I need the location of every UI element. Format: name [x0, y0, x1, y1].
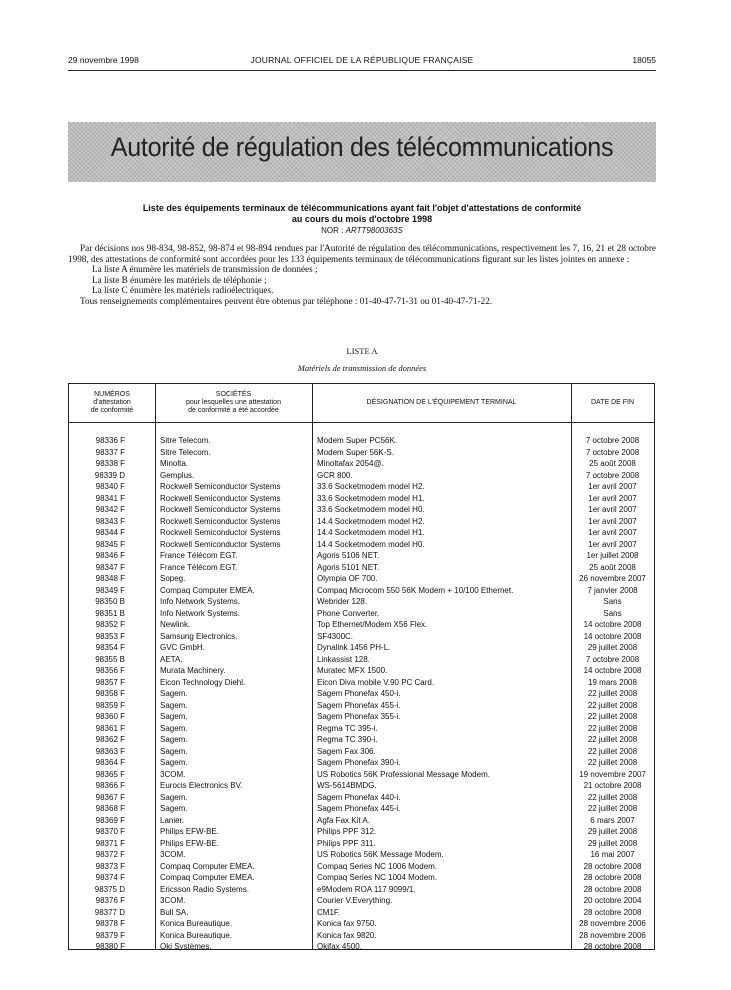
company-name: 3COM.: [160, 850, 186, 859]
list-a-description: La liste A énumère les matériels de transmission de données ;: [92, 264, 318, 274]
end-date: 22 juillet 2008: [587, 735, 638, 744]
equipment-designation: Philips PPF 312.: [317, 827, 377, 836]
equipment-designation: SF4300C.: [317, 631, 354, 641]
company-name: 3COM.: [160, 769, 186, 779]
equipment-designation: Phone Converter.: [317, 608, 380, 618]
attestation-number: 98351 B: [95, 608, 125, 618]
company-name: Sopeg.: [160, 574, 186, 583]
equipment-designation: Philips PPF 311.: [317, 838, 376, 848]
attestation-number: 98380 F: [95, 942, 125, 951]
company-name: Sagem.: [160, 712, 188, 721]
table-row: [69, 780, 654, 792]
attestation-number: 98371 F: [95, 838, 125, 848]
company-name: Rockwell Semiconductor Systems: [160, 539, 281, 549]
attestation-number: 98375 D: [94, 884, 125, 894]
attestation-number: 98369 F: [95, 815, 125, 825]
list-b-description: La liste B énumère les matériels de téléphonie ;: [92, 274, 267, 285]
table-row: [69, 803, 654, 815]
document-title-line-2: au cours du mois d'octobre 1998: [291, 214, 433, 224]
end-date: 22 juillet 2008: [587, 758, 638, 767]
equipment-designation: WS-5614BMDG.: [317, 781, 377, 790]
attestation-number: 98366 F: [95, 781, 125, 790]
company-name: Rockwell Semiconductor Systems: [160, 528, 281, 537]
equipment-designation: Sagem Phonefax 450-i.: [317, 689, 401, 698]
table-row: [69, 562, 654, 574]
equipment-designation: Regma TC 395-i.: [317, 723, 378, 733]
company-name: Sagem.: [160, 758, 188, 767]
table-row: [69, 516, 654, 528]
header-company-line-1: SOCIÉTÉS: [215, 391, 252, 398]
equipment-designation: Minoltafax 2054@.: [317, 459, 384, 468]
equipment-designation: Konica fax 9750.: [317, 919, 377, 928]
equipment-designation: Sagem Phonefax 390-i.: [317, 758, 401, 767]
end-date: 22 juillet 2008: [587, 689, 638, 698]
end-date: 29 juillet 2008: [587, 643, 638, 652]
attestation-number: 98364 F: [95, 758, 125, 767]
list-subtitle: Matériels de transmission de données: [297, 363, 427, 373]
banner-title: Autorité de régulation des télécommunications: [110, 132, 614, 162]
nor-label: NOR :: [321, 226, 344, 235]
table-row: [69, 930, 654, 942]
attestation-number: 98350 B: [95, 597, 125, 606]
end-date: 1er avril 2007: [588, 482, 637, 491]
table-row: [69, 470, 654, 482]
table-row: [69, 815, 654, 827]
table-row: [69, 665, 654, 677]
end-date: 29 juillet 2008: [587, 827, 638, 836]
equipment-designation: Sagem Fax 306.: [317, 746, 376, 756]
attestation-number: 98361 F: [95, 723, 125, 733]
end-date: 1er avril 2007: [588, 493, 637, 503]
end-date: 7 octobre 2008: [585, 447, 640, 457]
end-date: 25 août 2008: [589, 562, 636, 572]
company-name: Sagem.: [160, 735, 188, 744]
attestation-number: 98370 F: [95, 827, 125, 836]
table-row: [69, 769, 654, 781]
attestation-number: 98357 F: [95, 677, 125, 687]
end-date: 28 octobre 2008: [583, 907, 642, 917]
end-date: 16 mai 2007: [590, 850, 635, 859]
attestation-number: 98340 F: [95, 482, 125, 491]
company-name: Info Network Systems.: [160, 608, 241, 618]
attestation-number: 98376 F: [95, 896, 125, 905]
company-name: Philips EFW-BE.: [160, 838, 219, 848]
table-row: [69, 458, 654, 470]
equipment-designation: Okifax 4500.: [317, 942, 362, 951]
table-row: [69, 688, 654, 700]
attestation-number: 98341 F: [95, 493, 125, 503]
end-date: 7 octobre 2008: [585, 654, 640, 664]
end-date: 1er avril 2007: [588, 516, 637, 526]
end-date: 1er avril 2007: [588, 505, 637, 514]
table-row: [69, 872, 654, 884]
equipment-designation: Compaq Series NC 1006 Modem.: [317, 861, 438, 871]
company-name: Sitre Telecom.: [160, 436, 211, 445]
attestation-number: 98363 F: [95, 746, 125, 756]
nor-value: ARTT9800363S: [345, 226, 403, 235]
company-name: GVC GmbH.: [160, 643, 205, 652]
table-row: [69, 631, 654, 643]
equipment-designation: US Robotics 56K Message Modem.: [317, 850, 444, 859]
end-date: 21 octobre 2008: [583, 781, 642, 790]
company-name: Rockwell Semiconductor Systems: [160, 505, 281, 514]
table-row: [69, 677, 654, 689]
end-date: 25 août 2008: [589, 459, 636, 468]
intro-paragraph: Par décisions nos 98-834, 98-852, 98-874 et 98-894 rendues par l'Autorité de régulation des télécommunications, respectivement les 7, 16, 21 et 28 octobre 1998, des attestations de conformité sont accordées pour les 133 équipements terminaux de télécommunications figurant sur les listes jointes en annexe :: [68, 243, 656, 264]
attestation-number: 98374 F: [95, 873, 125, 882]
equipment-designation: Linkassist 128.: [317, 654, 370, 664]
end-date: 22 juillet 2008: [587, 804, 638, 813]
attestation-number: 98344 F: [95, 528, 125, 537]
equipment-designation: Sagem Phonefax 440-i.: [317, 792, 401, 802]
company-name: Murata Machinery.: [160, 666, 226, 675]
equipment-designation: US Robotics 56K Professional Message Modem.: [317, 769, 490, 779]
company-name: Minolta.: [160, 459, 189, 468]
header-number-line-2: d'attestation: [93, 399, 131, 406]
company-name: Bull SA.: [160, 907, 189, 917]
end-date: 7 octobre 2008: [585, 470, 640, 480]
attestation-number: 98345 F: [95, 539, 125, 549]
contact-paragraph: Tous renseignements complémentaires peuvent être obtenus par téléphone : 01-40-47-71-31 ou 01-40-47-71-22.: [80, 295, 493, 306]
attestation-number: 98353 F: [95, 631, 125, 641]
end-date: 14 octobre 2008: [583, 666, 642, 675]
equipment-designation: 33.6 Socketmodem model H2.: [317, 482, 425, 491]
end-date: 7 janvier 2008: [587, 585, 638, 595]
header-company: [155, 384, 312, 423]
equipment-designation: e9Modem ROA 117 9099/1.: [317, 884, 416, 894]
company-name: Sitre Telecom.: [160, 447, 211, 457]
table-row: [69, 585, 654, 597]
company-name: Konica Bureautique.: [160, 919, 233, 928]
equipment-designation: Sagem Phonefax 455-i.: [317, 700, 401, 710]
end-date: 28 novembre 2006: [579, 930, 646, 940]
header-end-date: DATE DE FIN: [571, 384, 654, 423]
attestation-number: 98377 D: [94, 907, 125, 917]
company-name: France Télécom EGT.: [160, 562, 238, 572]
table-row: [69, 481, 654, 493]
table-row: [69, 826, 654, 838]
document-title: [68, 203, 656, 225]
attestation-number: 98348 F: [95, 574, 125, 583]
attestation-number: 98354 F: [95, 643, 125, 652]
table-row: [69, 849, 654, 861]
table-row: [69, 596, 654, 608]
table-body: [69, 435, 654, 953]
company-name: Eicon Technology Diehl.: [160, 677, 246, 687]
list-c-description: La liste C énumère les matériels radioélectriques.: [92, 285, 274, 295]
attestation-number: 98352 F: [95, 620, 125, 629]
equipment-designation: Sagem Phonefax 445-i.: [317, 804, 401, 813]
table-row: [69, 757, 654, 769]
attestation-number: 98339 D: [94, 470, 125, 480]
table-row: [69, 608, 654, 620]
attestation-number: 98336 F: [95, 436, 125, 445]
attestation-number: 98337 F: [95, 447, 125, 457]
attestation-number: 98378 F: [95, 919, 125, 928]
end-date: 28 octobre 2008: [583, 873, 642, 882]
table-row: [69, 619, 654, 631]
end-date: 1er avril 2007: [588, 539, 637, 549]
company-name: Sagem.: [160, 689, 188, 698]
company-name: Konica Bureautique.: [160, 930, 233, 940]
company-name: Info Network Systems.: [160, 597, 241, 606]
equipment-designation: Agoris 5101 NET.: [317, 562, 380, 572]
equipment-table: [68, 383, 655, 950]
equipment-designation: 33.6 Socketmodem model H1.: [317, 493, 425, 503]
end-date: 22 juillet 2008: [587, 700, 638, 710]
company-name: Compaq Computer EMEA.: [160, 585, 255, 595]
header-number: [69, 384, 155, 423]
equipment-designation: Top Ethernet/Modem X56 Flex.: [317, 620, 428, 629]
intro-text: [68, 243, 656, 306]
header-company-line-2: pour lesquelles une attestation: [186, 399, 281, 406]
page-header: [68, 55, 656, 69]
company-name: Sagem.: [160, 723, 188, 733]
table-row: [69, 792, 654, 804]
end-date: 20 octobre 2004: [583, 896, 642, 905]
end-date: 22 juillet 2008: [587, 723, 638, 733]
attestation-number: 98338 F: [95, 459, 125, 468]
attestation-number: 98372 F: [95, 850, 125, 859]
equipment-designation: Modem Super 56K-S.: [317, 447, 394, 457]
attestation-number: 98342 F: [95, 505, 125, 514]
attestation-number: 98346 F: [95, 551, 125, 560]
end-date: 28 octobre 2008: [583, 884, 642, 894]
attestation-number: 98362 F: [95, 735, 125, 744]
company-name: France Télécom EGT.: [160, 551, 238, 560]
table-row: [69, 504, 654, 516]
header-date: 29 novembre 1998: [68, 55, 139, 65]
company-name: Rockwell Semiconductor Systems: [160, 482, 281, 491]
company-name: Compaq Computer EMEA.: [160, 873, 255, 882]
company-name: AETA.: [160, 654, 183, 664]
attestation-number: 98379 F: [95, 930, 125, 940]
equipment-designation: Compaq Series NC 1004 Modem.: [317, 873, 438, 882]
equipment-designation: 14.4 Socketmodem model H1.: [317, 528, 425, 537]
table-row: [69, 493, 654, 505]
table-row: [69, 654, 654, 666]
attestation-number: 98343 F: [95, 516, 125, 526]
table-row: [69, 918, 654, 930]
attestation-number: 98365 F: [95, 769, 125, 779]
company-name: Rockwell Semiconductor Systems: [160, 493, 281, 503]
attestation-number: 98355 B: [95, 654, 125, 664]
attestation-number: 98349 F: [95, 585, 125, 595]
table-row: [69, 550, 654, 562]
table-row: [69, 539, 654, 551]
attestation-number: 98367 F: [95, 792, 125, 802]
table-row: [69, 447, 654, 459]
equipment-designation: Modem Super PC56K.: [317, 436, 398, 445]
equipment-designation: Agoris 5106 NET.: [317, 551, 380, 560]
equipment-designation: Courier V.Everything.: [317, 896, 393, 905]
table-row: [69, 861, 654, 873]
list-title: LISTE A: [346, 346, 378, 356]
equipment-designation: Konica fax 9820.: [317, 930, 377, 940]
end-date: 7 octobre 2008: [585, 436, 640, 445]
equipment-designation: Webrider 128.: [317, 597, 368, 606]
equipment-designation: 33.6 Socketmodem model H0.: [317, 505, 425, 514]
end-date: 28 novembre 2006: [579, 919, 646, 928]
table-row: [69, 884, 654, 896]
end-date: Sans: [603, 597, 622, 606]
company-name: Eurocis Electronics BV.: [160, 781, 243, 790]
company-name: Compaq Computer EMEA.: [160, 861, 255, 871]
header-designation: DÉSIGNATION DE L'ÉQUIPEMENT TERMINAL: [312, 384, 571, 423]
equipment-designation: Dynalink 1456 PH-L.: [317, 643, 391, 652]
end-date: 22 juillet 2008: [587, 746, 638, 756]
end-date: 6 mars 2007: [590, 815, 635, 825]
equipment-designation: Olympia OF 700.: [317, 574, 378, 583]
company-name: Gemplus.: [160, 470, 195, 480]
equipment-designation: Regma TC 390-i.: [317, 735, 378, 744]
equipment-designation: CM1F.: [317, 907, 341, 917]
attestation-number: 98356 F: [95, 666, 125, 675]
equipment-designation: 14.4 Socketmodem model H0.: [317, 539, 425, 549]
table-row: [69, 700, 654, 712]
table-row: [69, 838, 654, 850]
end-date: 29 juillet 2008: [587, 838, 638, 848]
company-name: Sagem.: [160, 792, 188, 802]
end-date: 22 juillet 2008: [587, 712, 638, 721]
company-name: Philips EFW-BE.: [160, 827, 219, 836]
equipment-designation: GCR 800.: [317, 470, 353, 480]
table-row: [69, 895, 654, 907]
company-name: 3COM.: [160, 896, 186, 905]
company-name: Sagem.: [160, 746, 188, 756]
equipment-designation: Eicon Diva mobile V.90 PC Card.: [317, 677, 435, 687]
company-name: Oki Systèmes.: [160, 942, 212, 951]
attestation-number: 98347 F: [95, 562, 125, 572]
table-row: [69, 642, 654, 654]
table-row: [69, 573, 654, 585]
attestation-number: 98360 F: [95, 712, 125, 721]
attestation-number: 98359 F: [95, 700, 125, 710]
equipment-designation: Compaq Microcom 550 56K Modem + 10/100 Ethernet.: [317, 585, 514, 595]
header-number-line-3: de conformité: [90, 407, 134, 414]
end-date: Sans: [603, 608, 622, 618]
table-row: [69, 711, 654, 723]
attestation-number: 98368 F: [95, 804, 125, 813]
table-row: [69, 723, 654, 735]
equipment-designation: Muratec MFX 1500.: [317, 666, 388, 675]
end-date: 19 novembre 2007: [579, 769, 646, 779]
table-row: [69, 907, 654, 919]
company-name: Rockwell Semiconductor Systems: [160, 516, 281, 526]
table-row: [69, 527, 654, 539]
company-name: Lanier.: [160, 815, 185, 825]
company-name: Newlink.: [160, 620, 191, 629]
table-row: [69, 941, 654, 953]
end-date: 22 juillet 2008: [587, 792, 638, 802]
header-page-number: 18055: [632, 55, 656, 65]
end-date: 28 octobre 2008: [583, 861, 642, 871]
equipment-designation: 14.4 Socketmodem model H2.: [317, 516, 425, 526]
company-name: Sagem.: [160, 700, 188, 710]
equipment-designation: Agfa Fax Kit A.: [317, 815, 370, 825]
table-row: [69, 734, 654, 746]
nor-reference: [68, 226, 656, 235]
header-number-line-1: NUMÉROS: [94, 391, 130, 398]
table-row: [69, 746, 654, 758]
header-company-line-3: de conformité a été accordée: [188, 407, 279, 414]
company-name: Sagem.: [160, 804, 188, 813]
header-journal-title: JOURNAL OFFICIEL DE LA RÉPUBLIQUE FRANÇAISE: [250, 55, 474, 65]
end-date: 1er juillet 2008: [586, 551, 639, 560]
equipment-designation: Sagem Phonefax 355-i.: [317, 712, 401, 721]
attestation-number: 98373 F: [95, 861, 125, 871]
attestation-number: 98358 F: [95, 689, 125, 698]
company-name: Samsung Electronics.: [160, 631, 238, 641]
document-title-line-1: Liste des équipements terminaux de télécommunications ayant fait l'objet d'attestations de conformité: [142, 203, 582, 213]
end-date: 1er avril 2007: [588, 528, 637, 537]
end-date: 19 mars 2008: [588, 677, 637, 687]
table-row: [69, 435, 654, 447]
company-name: Ericsson Radio Systems.: [160, 884, 249, 894]
end-date: 14 octobre 2008: [583, 620, 642, 629]
end-date: 28 octobre 2008: [583, 942, 642, 951]
end-date: 26 novembre 2007: [579, 574, 646, 583]
section-banner: [68, 122, 656, 182]
header-divider: [68, 70, 656, 71]
end-date: 14 octobre 2008: [583, 631, 642, 641]
